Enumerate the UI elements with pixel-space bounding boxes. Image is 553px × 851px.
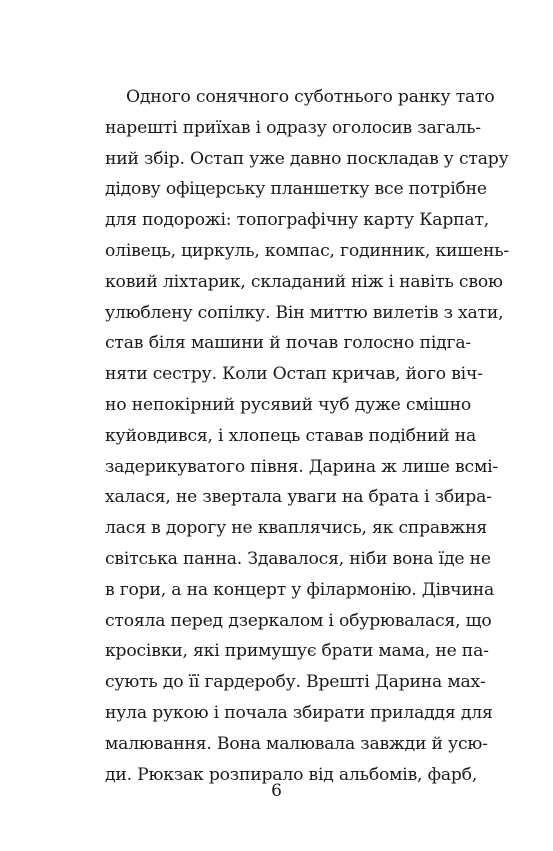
text-line: но непокірний русявий чуб дуже смішно [105,394,471,415]
text-line: Одного сонячного суботнього ранку тато [126,87,495,107]
text-line: нарешті приїхав і одразу оголосив загаль- [105,117,481,138]
text-line: сують до її гардеробу. Врешті Дарина мах- [105,672,486,693]
text-line: ди. Рюкзак розпирало від альбомів, фарб, [105,764,478,785]
text-line: ковий ліхтарик, складаний ніж і навіть свою [105,271,503,292]
text-line: лася в дорогу не кваплячись, як справжня [105,518,487,539]
text-line: став біля машини й почав голосно підга- [105,333,471,354]
text-line: улюблену сопілку. Він миттю вилетів з хати, [105,302,504,323]
page-number: 6 [271,781,282,801]
text-line: куйовдився, і хлопець ставав подібний на [105,425,477,446]
text-line: нула рукою і почала збирати приладдя для [105,702,493,723]
body-text [105,82,510,790]
text-line: стояла перед дзеркалом і обурювалася, що [105,610,492,631]
text-line: няти сестру. Коли Остап кричав, його віч- [105,364,483,385]
text-line: кросівки, які примушує брати мама, не па- [105,641,489,662]
text-line: дідову офіцерську планшетку все потрібне [105,179,487,200]
text-line: задерикуватого півня. Дарина ж лише всмі- [105,456,499,477]
text-line: ний збір. Остап уже давно поскладав у стару [105,148,509,169]
text-line: світська панна. Здавалося, ніби вона їде не [105,548,491,569]
text-line: для подорожі: топографічну карту Карпат, [105,210,490,231]
text-line: малювання. Вона малювала завжди й усю- [105,733,488,754]
text-line: в гори, а на концерт у філармонію. Дівчина [105,579,495,600]
text-line: халася, не звертала уваги на брата і збира- [105,487,492,508]
text-line: олівець, циркуль, компас, годинник, кишень- [105,240,510,261]
